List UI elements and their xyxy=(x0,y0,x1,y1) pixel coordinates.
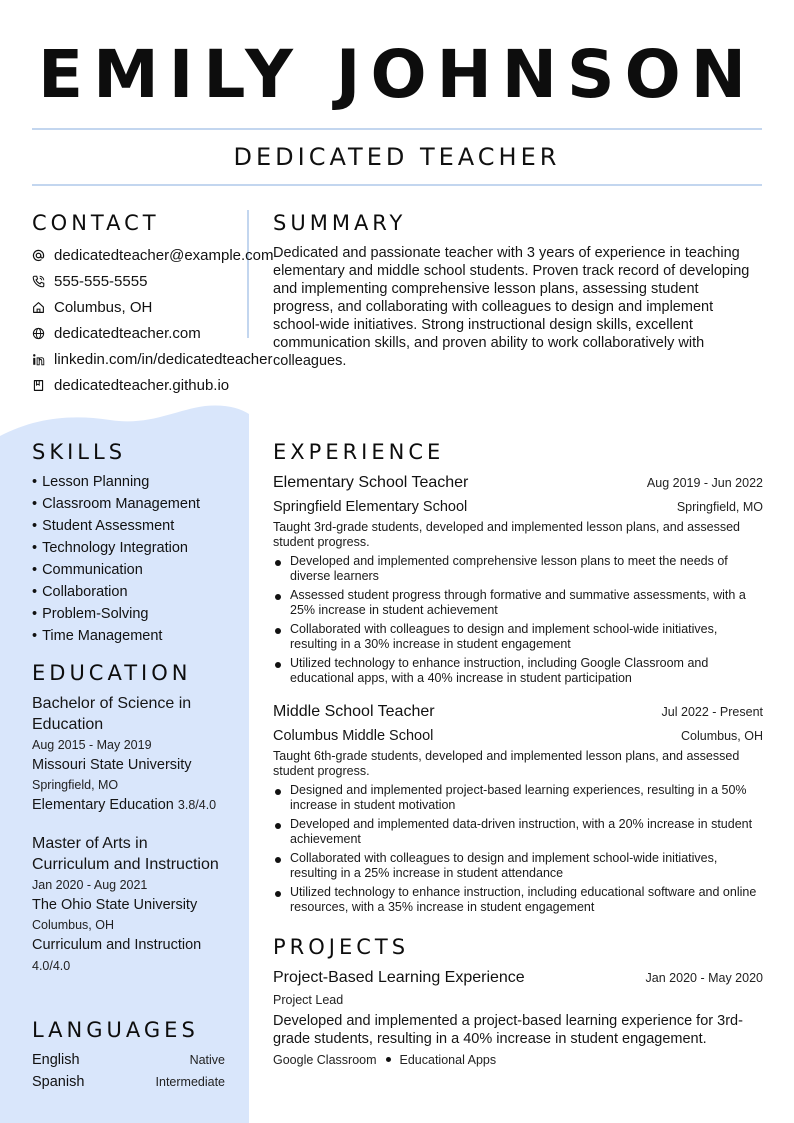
experience-entry xyxy=(273,471,763,690)
contact-location-text: Columbus, OH xyxy=(54,298,153,316)
job-description: Taught 6th-grade students, developed and implemented lesson plans, and assessed student progress. xyxy=(273,749,740,778)
achievement-item: Developed and implemented comprehensive lesson plans to meet the needs of diverse learners xyxy=(273,554,763,584)
languages-list xyxy=(32,1049,225,1093)
language-name: Spanish xyxy=(32,1074,85,1090)
contact-website-text: dedicatedteacher.com xyxy=(54,324,201,342)
contact-phone[interactable] xyxy=(32,268,302,294)
education-entry xyxy=(32,693,232,816)
experience-heading: EXPERIENCE xyxy=(273,440,445,464)
project-role: Project Lead xyxy=(273,993,344,1007)
globe-icon xyxy=(32,327,54,340)
summary-heading: SUMMARY xyxy=(273,211,407,235)
project-entry xyxy=(273,967,763,1070)
education-degree: Master of Arts in Curriculum and Instruction xyxy=(32,835,219,873)
skills-list xyxy=(32,471,242,647)
contact-portfolio-text: dedicatedteacher.github.io xyxy=(54,376,230,394)
language-level: Intermediate xyxy=(155,1075,225,1089)
candidate-name: EMILY JOHNSON xyxy=(38,36,756,113)
education-field: Elementary Education xyxy=(32,797,174,813)
job-description: Taught 3rd-grade students, developed and implemented lesson plans, and assessed student progress. xyxy=(273,520,740,549)
achievement-item: Utilized technology to enhance instruction, including Google Classroom and educational apps, with a 40% increase in student participation xyxy=(273,656,763,686)
linkedin-icon xyxy=(32,353,54,366)
summary-text: Dedicated and passionate teacher with 3 years of experience in teaching elementary and middle school students. Proven track record of developing and implementing comprehensive lesson plans, assessing student progress, and collaborating with colleagues to design and implement school-wide initiatives. Strong instructional design skills, excellent communication skills, and proven ability to work collaboratively with colleagues. xyxy=(273,245,750,369)
languages-heading: LANGUAGES xyxy=(32,1018,199,1042)
achievement-item: Utilized technology to enhance instruction, including educational software and online resources, with a 35% increase in student engagement xyxy=(273,885,763,915)
education-location: Columbus, OH xyxy=(32,918,114,932)
achievement-item: Developed and implemented data-driven instruction, with a 20% increase in student achievement xyxy=(273,817,763,847)
projects-heading: PROJECTS xyxy=(273,935,410,959)
education-dates: Aug 2015 - May 2019 xyxy=(32,738,152,752)
education-field: Curriculum and Instruction xyxy=(32,937,202,953)
project-description: Developed and implemented a project-based learning experience for 3rd-grade students, resulting in a 40% increase in student engagement. xyxy=(273,1013,743,1047)
contact-linkedin-text: linkedin.com/in/dedicatedteacher xyxy=(54,350,273,368)
skills-heading: SKILLS xyxy=(32,440,127,464)
contact-email[interactable] xyxy=(32,242,302,268)
contact-phone-text: 555-555-5555 xyxy=(54,272,148,290)
job-company: Columbus Middle School xyxy=(273,728,434,744)
education-school: The Ohio State University xyxy=(32,897,198,913)
skill-item: • Problem-Solving xyxy=(32,603,242,625)
project-title: Project-Based Learning Experience xyxy=(273,969,525,986)
experience-entry xyxy=(273,700,763,919)
job-dates: Aug 2019 - Jun 2022 xyxy=(646,476,763,490)
contact-location xyxy=(32,294,302,320)
education-location: Springfield, MO xyxy=(32,778,119,792)
language-name: English xyxy=(32,1052,80,1068)
education-degree: Bachelor of Science in Education xyxy=(32,695,192,733)
project-dates: Jan 2020 - May 2020 xyxy=(645,971,763,985)
contact-email-text: dedicatedteacher@example.com xyxy=(54,246,274,264)
education-heading: EDUCATION xyxy=(32,661,192,685)
contact-heading: CONTACT xyxy=(32,211,160,235)
achievement-item: Collaborated with colleagues to design and implement school-wide initiatives, resulting in a 30% increase in student engagement xyxy=(273,622,763,652)
language-item xyxy=(32,1071,225,1093)
job-title: Middle School Teacher xyxy=(273,703,435,720)
header-bottom-rule xyxy=(32,184,762,186)
job-achievements xyxy=(273,554,763,686)
achievement-item: Collaborated with colleagues to design and implement school-wide initiatives, resulting in a 25% increase in student attendance xyxy=(273,851,763,881)
skill-item: • Classroom Management xyxy=(32,493,242,515)
education-school: Missouri State University xyxy=(32,757,192,773)
project-tools xyxy=(273,1050,763,1070)
job-dates: Jul 2022 - Present xyxy=(661,705,763,719)
at-icon xyxy=(32,249,54,262)
contact-linkedin[interactable] xyxy=(32,346,302,372)
skill-item: • Student Assessment xyxy=(32,515,242,537)
contact-list xyxy=(32,242,302,398)
project-tool: Educational Apps xyxy=(399,1053,497,1067)
education-gpa: 3.8/4.0 xyxy=(177,798,217,812)
phone-icon xyxy=(32,275,54,288)
education-entry xyxy=(32,833,222,976)
candidate-role: DEDICATED TEACHER xyxy=(233,143,561,171)
job-location: Columbus, OH xyxy=(681,729,763,743)
skill-item: • Time Management xyxy=(32,625,242,647)
achievement-item: Assessed student progress through formative and summative assessments, with a 25% increase in student achievement xyxy=(273,588,763,618)
job-title: Elementary School Teacher xyxy=(273,474,469,491)
job-company: Springfield Elementary School xyxy=(273,499,468,515)
github-icon xyxy=(32,379,54,392)
language-level: Native xyxy=(189,1053,225,1067)
education-gpa: 4.0/4.0 xyxy=(32,959,71,973)
skill-item: • Technology Integration xyxy=(32,537,242,559)
education-field-row xyxy=(32,795,232,816)
separator-dot xyxy=(386,1057,391,1062)
contact-portfolio[interactable] xyxy=(32,372,302,398)
skill-item: • Communication xyxy=(32,559,242,581)
header-top-rule xyxy=(32,128,762,130)
job-location: Springfield, MO xyxy=(676,500,763,514)
skill-item: • Lesson Planning xyxy=(32,471,242,493)
project-tool: Google Classroom xyxy=(273,1053,377,1067)
language-item xyxy=(32,1049,225,1071)
skill-item: • Collaboration xyxy=(32,581,242,603)
job-achievements xyxy=(273,783,763,915)
achievement-item: Designed and implemented project-based learning experiences, resulting in a 50% increase in student motivation xyxy=(273,783,763,813)
education-dates: Jan 2020 - Aug 2021 xyxy=(32,878,148,892)
home-icon xyxy=(32,301,54,314)
contact-website[interactable] xyxy=(32,320,302,346)
